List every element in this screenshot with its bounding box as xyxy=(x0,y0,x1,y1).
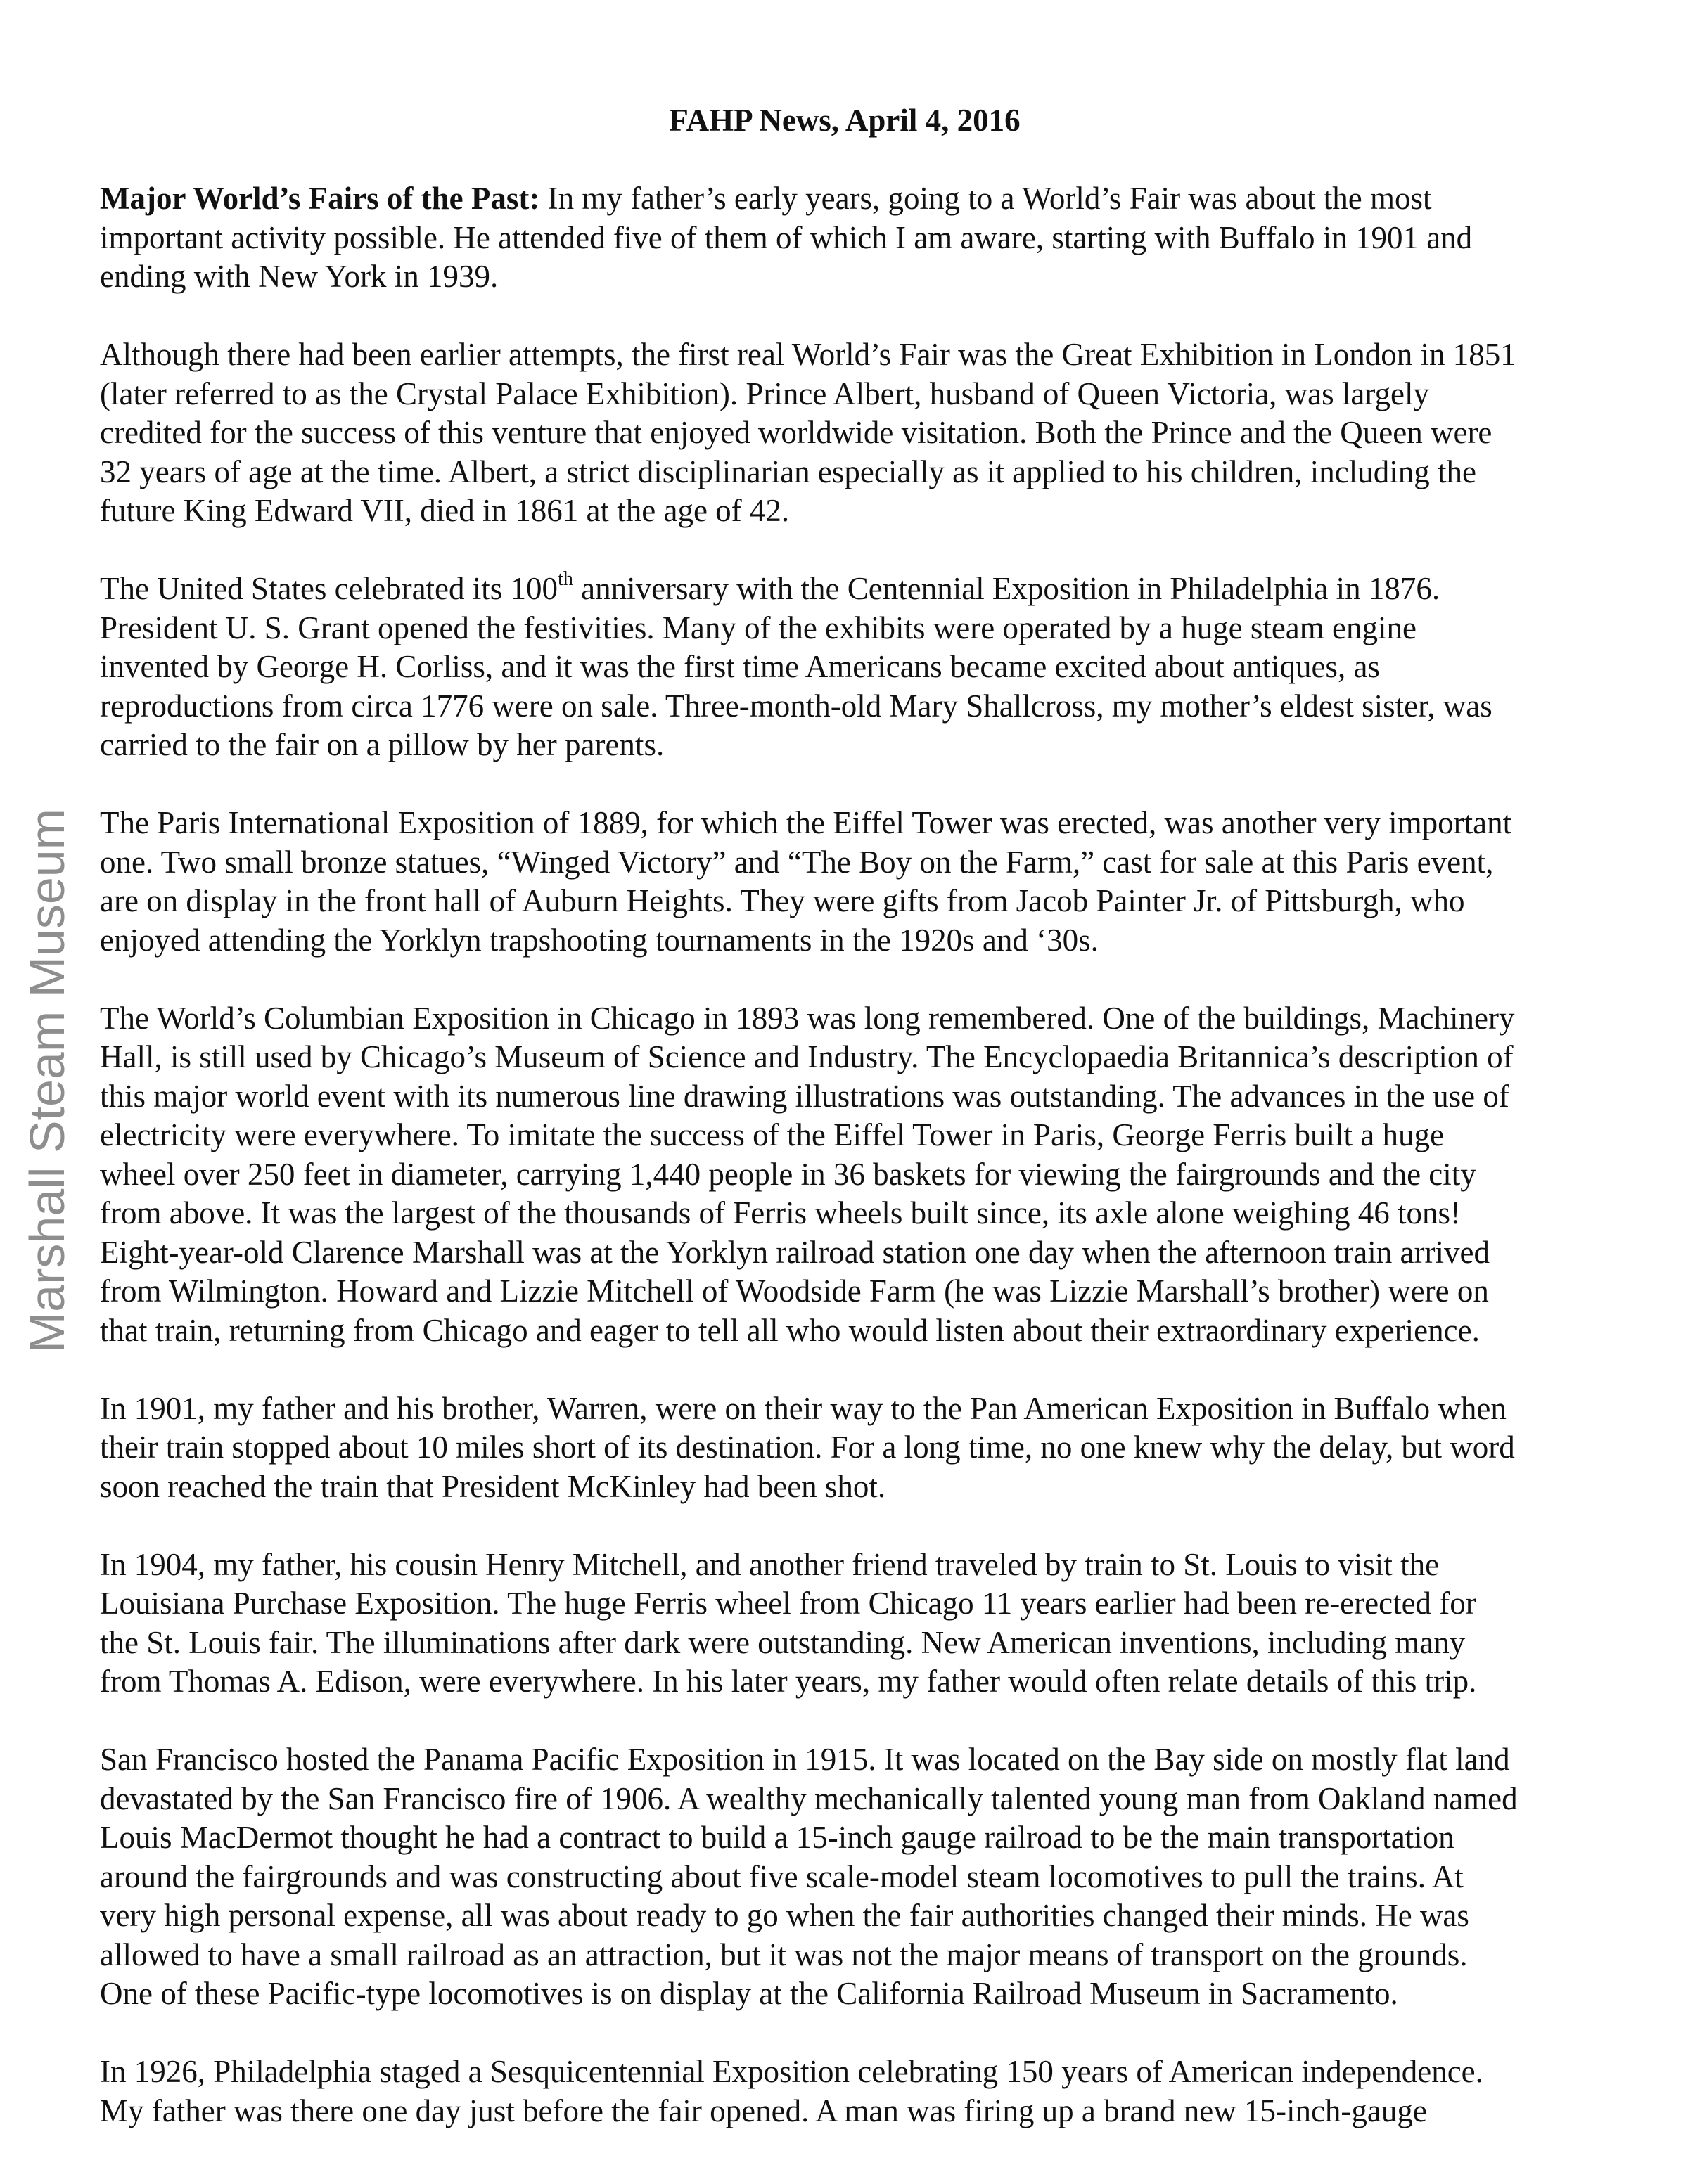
text-line: Hall, is still used by Chicago’s Museum of Science and Industry. The Encyclopaedia Britannica’s description of xyxy=(100,1039,1514,1074)
text-line: enjoyed attending the Yorklyn trapshooting tournaments in the 1920s and ‘30s. xyxy=(100,922,1099,958)
text-span: anniversary with the Centennial Exposition in Philadelphia in 1876. xyxy=(573,571,1440,606)
text-line: ending with New York in 1939. xyxy=(100,259,499,294)
paragraph-great-exhibition xyxy=(100,335,1619,531)
paragraph-buffalo xyxy=(100,1389,1619,1507)
text-line: My father was there one day just before the fair opened. A man was firing up a brand new 15-inch-gauge xyxy=(100,2093,1427,2128)
paragraph-intro xyxy=(100,179,1619,297)
paragraph-san-francisco xyxy=(100,1740,1619,2014)
text-line: In 1901, my father and his brother, Warren, were on their way to the Pan American Exposition in Buffalo when xyxy=(100,1390,1507,1426)
text-line: important activity possible. He attended five of them of which I am aware, starting with Buffalo in 1901 and xyxy=(100,219,1473,255)
text-line: devastated by the San Francisco fire of 1906. A wealthy mechanically talented young man from Oakland named xyxy=(100,1780,1518,1816)
text-line: around the fairgrounds and was constructing about five scale-model steam locomotives to pull the trains. At xyxy=(100,1858,1464,1894)
text-line: reproductions from circa 1776 were on sale. Three-month-old Mary Shallcross, my mother’s eldest sister, was xyxy=(100,688,1492,724)
text-line: The World’s Columbian Exposition in Chicago in 1893 was long remembered. One of the buildings, Machinery xyxy=(100,1000,1515,1036)
text-line xyxy=(100,570,1619,609)
text-line: One of these Pacific-type locomotives is on display at the California Railroad Museum in Sacramento. xyxy=(100,1976,1398,2011)
text-line: future King Edward VII, died in 1861 at the age of 42. xyxy=(100,493,790,528)
watermark: Marshall Steam Museum xyxy=(20,809,75,1354)
text-line: credited for the success of this venture that enjoyed worldwide visitation. Both the Prince and the Queen were xyxy=(100,415,1492,450)
text-line: from Thomas A. Edison, were everywhere. In his later years, my father would often relate details of this trip. xyxy=(100,1664,1477,1699)
text-line: The Paris International Exposition of 1889, for which the Eiffel Tower was erected, was another very important xyxy=(100,805,1512,840)
text-line: from above. It was the largest of the thousands of Ferris wheels built since, its axle alone weighing 46 tons! xyxy=(100,1195,1461,1231)
text-line: Although there had been earlier attempts, the first real World’s Fair was the Great Exhibition in London in 1851 xyxy=(100,337,1516,372)
superscript: th xyxy=(558,568,573,590)
paragraph-columbian xyxy=(100,999,1619,1351)
paragraph-sesquicentennial xyxy=(100,2053,1619,2131)
text-line: soon reached the train that President McKinley had been shot. xyxy=(100,1468,886,1504)
text-line: (later referred to as the Crystal Palace Exhibition). Prince Albert, husband of Queen Victoria, was largely xyxy=(100,375,1430,411)
text-line: Louis MacDermot thought he had a contract to build a 15-inch gauge railroad to be the main transportation xyxy=(100,1820,1454,1855)
text-line: President U. S. Grant opened the festivities. Many of the exhibits were operated by a huge steam engine xyxy=(100,610,1417,645)
text-line: 32 years of age at the time. Albert, a strict disciplinarian especially as it applied to his children, including the xyxy=(100,454,1476,489)
text-line: very high personal expense, all was about ready to go when the fair authorities changed their minds. He was xyxy=(100,1898,1469,1933)
text-line: electricity were everywhere. To imitate the success of the Eiffel Tower in Paris, George Ferris built a huge xyxy=(100,1117,1444,1152)
text-line: In 1926, Philadelphia staged a Sesquicentennial Exposition celebrating 150 years of American independence. xyxy=(100,2054,1483,2089)
text-line: their train stopped about 10 miles short of its destination. For a long time, no one knew why the delay, but word xyxy=(100,1430,1515,1465)
text-line: the St. Louis fair. The illuminations after dark were outstanding. New American inventions, including many xyxy=(100,1624,1466,1660)
page-title: FAHP News, April 4, 2016 xyxy=(669,103,1021,138)
text-line: one. Two small bronze statues, “Winged Victory” and “The Boy on the Farm,” cast for sale at this Paris event, xyxy=(100,844,1494,880)
paragraph-paris xyxy=(100,804,1619,960)
text-span: In my father’s early years, going to a World’s Fair was about the most xyxy=(539,181,1432,216)
section-heading: Major World’s Fairs of the Past: xyxy=(100,181,540,216)
document-page xyxy=(100,101,1619,2131)
text-line: In 1904, my father, his cousin Henry Mitchell, and another friend traveled by train to St. Louis to visit the xyxy=(100,1546,1440,1582)
text-line: invented by George H. Corliss, and it was the first time Americans became excited about antiques, as xyxy=(100,649,1380,684)
text-line: carried to the fair on a pillow by her parents. xyxy=(100,727,665,762)
text-line: from Wilmington. Howard and Lizzie Mitchell of Woodside Farm (he was Lizzie Marshall’s brother) were on xyxy=(100,1273,1489,1309)
text-line: Louisiana Purchase Exposition. The huge Ferris wheel from Chicago 11 years earlier had been re-erected for xyxy=(100,1586,1476,1621)
text-span: The United States celebrated its 100 xyxy=(100,571,558,606)
text-line: that train, returning from Chicago and eager to tell all who would listen about their extraordinary experience. xyxy=(100,1312,1480,1348)
text-line: allowed to have a small railroad as an attraction, but it was not the major means of transport on the grounds. xyxy=(100,1936,1468,1972)
paragraph-st-louis xyxy=(100,1546,1619,1702)
text-line xyxy=(100,179,1619,219)
text-line: Eight-year-old Clarence Marshall was at the Yorklyn railroad station one day when the afternoon train arrived xyxy=(100,1234,1490,1270)
text-line: this major world event with its numerous line drawing illustrations was outstanding. The advances in the use of xyxy=(100,1078,1509,1114)
text-line: San Francisco hosted the Panama Pacific Exposition in 1915. It was located on the Bay side on mostly flat land xyxy=(100,1742,1510,1777)
paragraph-centennial xyxy=(100,570,1619,765)
text-line: are on display in the front hall of Auburn Heights. They were gifts from Jacob Painter Jr. of Pittsburgh, who xyxy=(100,883,1465,918)
text-line: wheel over 250 feet in diameter, carrying 1,440 people in 36 baskets for viewing the fairgrounds and the city xyxy=(100,1156,1476,1192)
